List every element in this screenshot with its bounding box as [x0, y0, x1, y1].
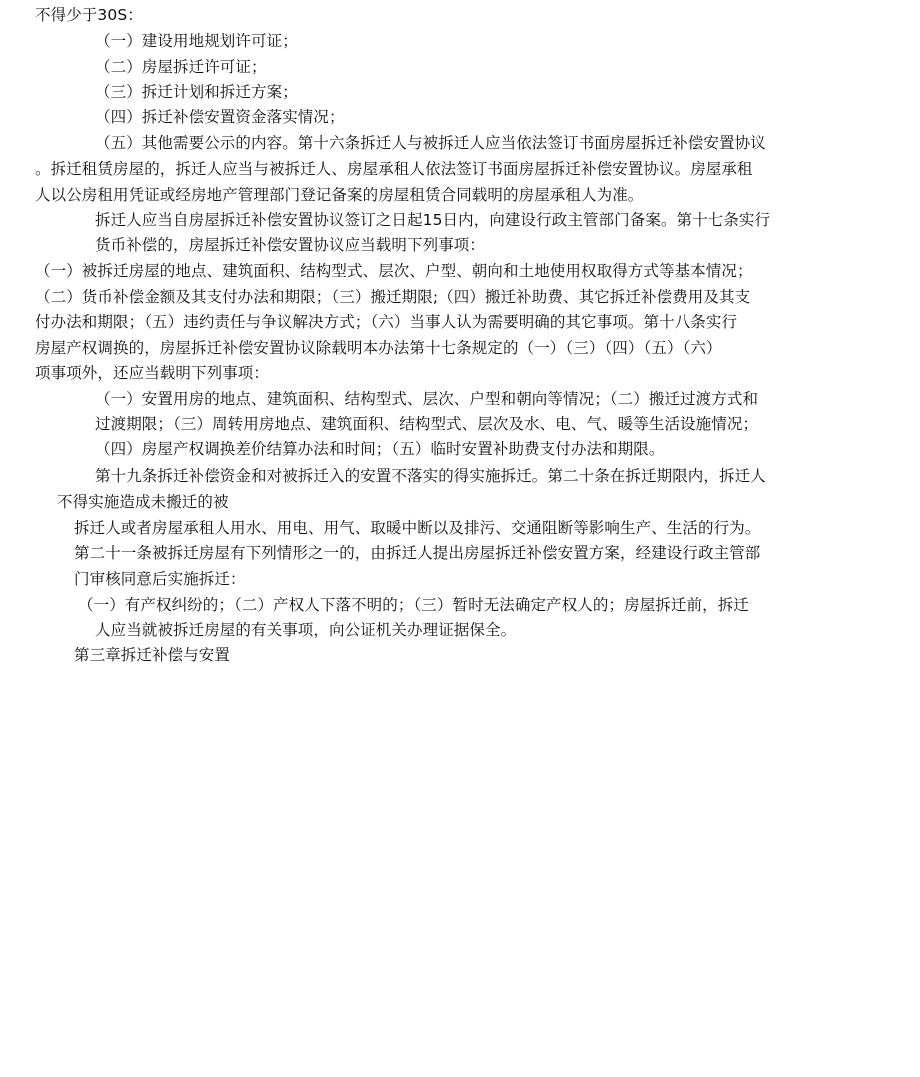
text-line: （四）房屋产权调换差价结算办法和时间；（五）临时安置补助费支付办法和期限。	[95, 440, 665, 458]
text-line: 项事项外，还应当载明下列事项：	[35, 364, 270, 382]
text-line: （一）建设用地规划许可证；	[95, 32, 298, 50]
text-line: 不得实施造成未搬迁的被	[57, 493, 229, 511]
text-line: 第二十一条被拆迁房屋有下列情形之一的，由拆迁人提出房屋拆迁补偿安置方案，经建设行政主管部	[74, 544, 761, 562]
text-line: 拆迁人应当自房屋拆迁补偿安置协议签订之日起15日内，向建设行政主管部门备案。第十七条实行	[95, 211, 771, 229]
text-line: （五）其他需要公示的内容。第十六条拆迁人与被拆迁人应当依法签订书面房屋拆迁补偿安置协议	[95, 134, 766, 152]
text-line: （一）安置用房的地点、建筑面积、结构型式、层次、户型和朝向等情况；（二）搬迁过渡方式和	[95, 390, 759, 408]
text-line: 房屋产权调换的，房屋拆迁补偿安置协议除载明本办法第十七条规定的（一）（三）（四）（五）（六）	[35, 339, 722, 357]
text-line: 。拆迁租赁房屋的，拆迁人应当与被拆迁人、房屋承租人依法签订书面房屋拆迁补偿安置协议。房屋承租	[35, 160, 753, 178]
text-line: 第十九条拆迁补偿资金和对被拆迁入的安置不落实的得实施拆迁。第二十条在拆迁期限内，拆迁人	[95, 467, 766, 485]
text-line: （一）被拆迁房屋的地点、建筑面积、结构型式、层次、户型、朝向和土地使用权取得方式等基本情况；	[35, 262, 753, 280]
text-line: 过渡期限；（三）周转用房地点、建筑面积、结构型式、层次及水、电、气、暖等生活设施情况；	[95, 415, 759, 433]
text-line: （二）货币补偿金额及其支付办法和期限；（三）搬迁期限;（四）搬迁补助费、其它拆迁补偿费用及其支	[35, 288, 751, 306]
chapter-heading: 第三章拆迁补偿与安置	[74, 646, 231, 664]
text-line: 不得少于30S：	[35, 6, 143, 24]
text-line: 门审核同意后实施拆迁：	[74, 570, 246, 588]
text-line: 付办法和期限；（五）违约责任与争议解决方式；（六）当事人认为需要明确的其它事项。第十八条实行	[35, 313, 738, 331]
text-line: （四）拆迁补偿安置资金落实情况；	[95, 108, 345, 126]
text-line: （一）有产权纠纷的；（二）产权人下落不明的；（三）暂时无法确定产权人的；房屋拆迁前，拆迁	[78, 596, 749, 614]
text-line: 人应当就被拆迁房屋的有关事项，向公证机关办理证据保全。	[95, 621, 517, 639]
text-line: 拆迁人或者房屋承租人用水、用电、用气、取暖中断以及排污、交通阻断等影响生产、生活的行为。	[74, 519, 761, 537]
text-line: 货币补偿的，房屋拆迁补偿安置协议应当载明下列事项：	[95, 236, 486, 254]
text-line: （三）拆迁计划和拆迁方案；	[95, 83, 298, 101]
text-line: （二）房屋拆迁许可证；	[95, 58, 267, 76]
text-line: 人以公房租用凭证或经房地产管理部门登记备案的房屋租赁合同载明的房屋承租人为准。	[35, 186, 644, 204]
